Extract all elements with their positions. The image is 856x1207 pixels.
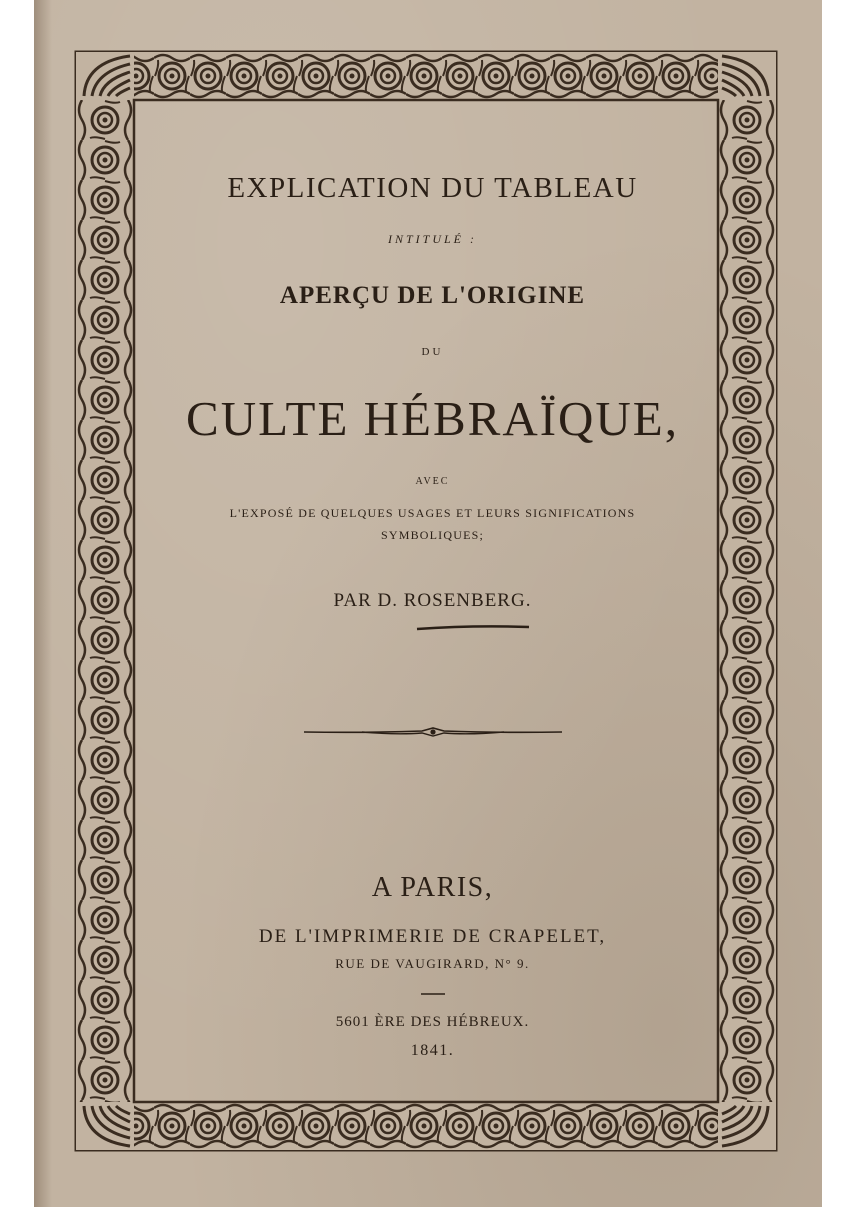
imprint-address: RUE DE VAUGIRARD, N° 9. bbox=[335, 956, 530, 971]
subtitle-line-2: SYMBOLIQUES; bbox=[380, 528, 485, 542]
corner-palmette-bottom-left bbox=[76, 1102, 134, 1150]
ornamental-divider bbox=[302, 726, 564, 738]
author-line: PAR D. ROSENBERG. bbox=[333, 590, 532, 611]
corner-palmette-top-left bbox=[76, 52, 134, 100]
corner-palmette-bottom-right bbox=[718, 1102, 776, 1150]
border-top-band bbox=[134, 52, 718, 100]
title-line-1: EXPLICATION DU TABLEAU bbox=[227, 172, 638, 204]
border-left-band bbox=[76, 100, 134, 1102]
title-intitule: INTITULÉ : bbox=[387, 232, 477, 246]
title-page-text bbox=[140, 150, 725, 1090]
border-right-band bbox=[718, 100, 776, 1102]
title-line-3: CULTE HÉBRAÏQUE, bbox=[186, 391, 679, 446]
border-bottom-band bbox=[134, 1102, 718, 1150]
subtitle-line-1: L'EXPOSÉ DE QUELQUES USAGES ET LEURS SIGNIFICATIONS bbox=[229, 506, 636, 520]
imprint-printer: DE L'IMPRIMERIE DE CRAPELET, bbox=[258, 926, 607, 947]
title-line-2: APERÇU DE L'ORIGINE bbox=[279, 282, 586, 309]
title-du: DU bbox=[421, 346, 444, 358]
imprint-year: 1841. bbox=[410, 1042, 455, 1059]
imprint-short-rule bbox=[421, 992, 445, 996]
corner-palmette-top-right bbox=[718, 52, 776, 100]
title-avec: AVEC bbox=[415, 476, 450, 487]
imprint-hebrew-year: 5601 ÈRE DES HÉBREUX. bbox=[335, 1014, 530, 1030]
author-underline-rule bbox=[415, 624, 531, 632]
imprint-city: A PARIS, bbox=[371, 872, 494, 903]
